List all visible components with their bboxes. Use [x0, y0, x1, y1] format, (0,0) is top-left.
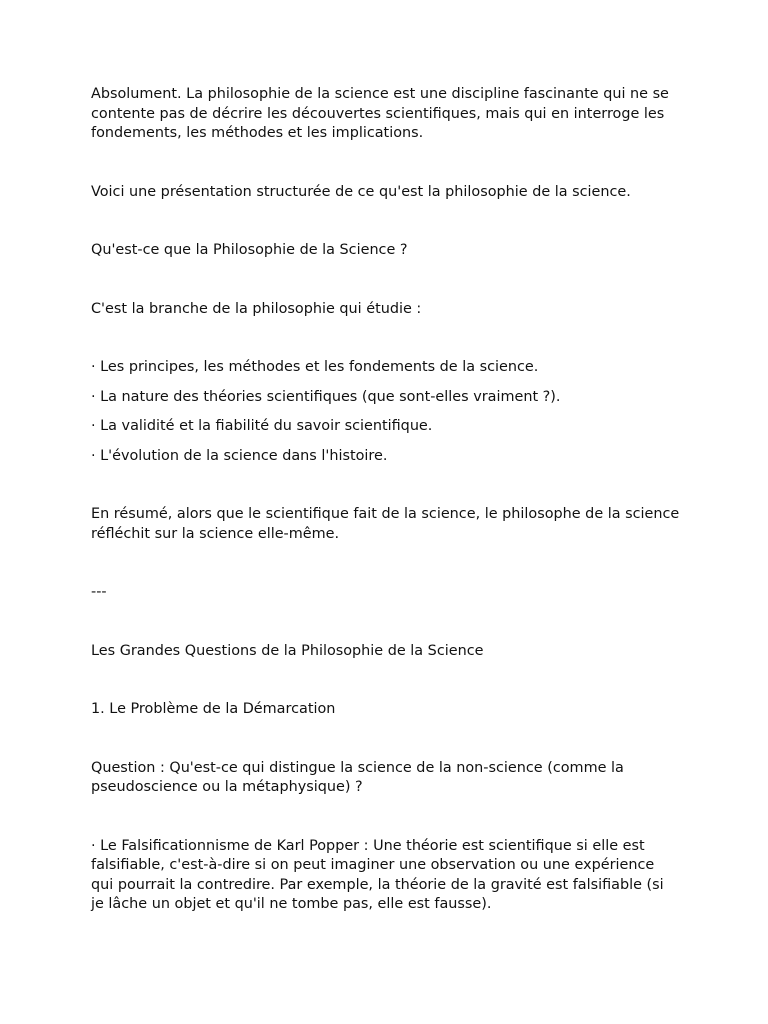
question-paragraph: Question : Qu'est-ce qui distingue la science de la non-science (comme la pseudoscience ou la métaphysique) ? — [91, 759, 624, 795]
branch-paragraph: C'est la branche de la philosophie qui étudie : — [91, 300, 422, 317]
intro-paragraph: Absolument. La philosophie de la science est une discipline fascinante qui ne se contente pas de décrire les découvertes scientifiques, mais qui en interroge les fondements, les méthodes et les implications. — [91, 86, 669, 141]
summary-paragraph: En résumé, alors que le scientifique fait de la science, le philosophe de la science réfléchit sur la science elle-même. — [91, 506, 680, 542]
voici-paragraph: Voici une présentation structurée de ce qu'est la philosophie de la science. — [91, 183, 631, 200]
bullet-item: · Les principes, les méthodes et les fondements de la science. — [91, 359, 539, 375]
bullet-item: · L'évolution de la science dans l'histoire. — [91, 447, 388, 464]
document-page — [91, 85, 681, 915]
separator: --- — [91, 584, 107, 600]
bullet-list — [91, 358, 681, 466]
popper-paragraph: · Le Falsificationnisme de Karl Popper : Une théorie est scientifique si elle est falsifiable, c'est-à-dire si on peut imaginer une observation ou une expérience qui pourrait la contredire. Par exemple, la théorie de la gravité est falsifiable (si je lâche un objet et qu'il ne tombe pas, elle est fausse). — [91, 837, 664, 912]
section-heading-what: Qu'est-ce que la Philosophie de la Science ? — [91, 242, 408, 258]
bullet-item: · La nature des théories scientifiques (que sont-elles vraiment ?). — [91, 388, 561, 405]
section-heading-big-questions: Les Grandes Questions de la Philosophie de la Science — [91, 642, 484, 659]
bullet-item: · La validité et la fiabilité du savoir scientifique. — [91, 418, 433, 434]
subheading-demarcation: 1. Le Problème de la Démarcation — [91, 701, 336, 717]
